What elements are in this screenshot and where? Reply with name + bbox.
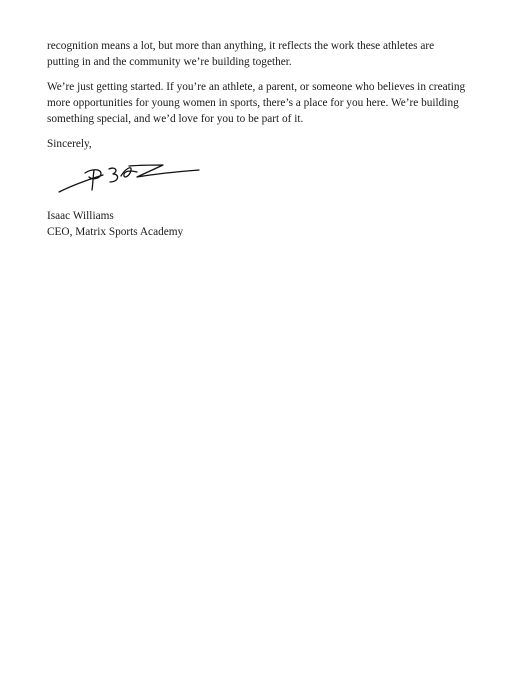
letter-paragraph-1: recognition means a lot, but more than anything, it reflects the work these athletes are putting in and the community we’re building together. (47, 40, 435, 68)
handwritten-signature (57, 159, 207, 195)
signer-name: Isaac Williams (47, 210, 114, 222)
letter-closing: Sincerely, (47, 138, 92, 150)
letter-body (47, 38, 517, 240)
signer-block (47, 208, 517, 240)
letter-paragraph-2: We’re just getting started. If you’re an athlete, a parent, or someone who believes in creating more opportunities for young women in sports, there’s a place for you here. We’re building something special, and we’d love for you to be part of it. (47, 81, 466, 125)
signer-title: CEO, Matrix Sports Academy (47, 226, 184, 238)
